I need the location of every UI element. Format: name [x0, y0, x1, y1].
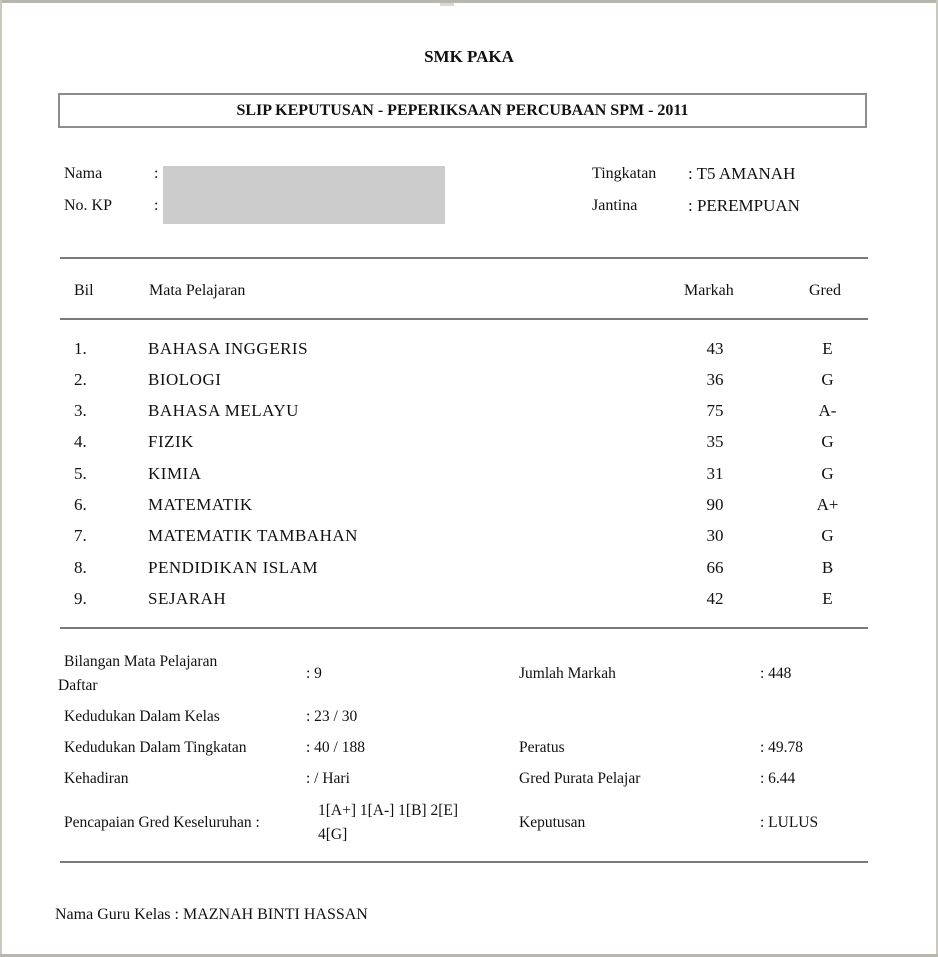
row-bil: 4.	[74, 432, 87, 451]
row-mark: 35	[706, 432, 724, 451]
row-subject: MATEMATIK	[148, 495, 253, 514]
kedudukan-kelas-value: : 23 / 30	[306, 708, 358, 725]
table-row	[60, 397, 868, 428]
window-top-marker	[440, 3, 454, 6]
bil-mp-label-line2: Daftar	[58, 677, 98, 694]
row-bil: 3.	[74, 401, 87, 420]
jantina-label: Jantina	[592, 197, 638, 214]
table-row	[60, 491, 868, 522]
header-subject: Mata Pelajaran	[149, 282, 246, 299]
school-name: SMK PAKA	[424, 47, 514, 66]
header-mark: Markah	[684, 282, 734, 299]
bil-mp-label-line1: Bilangan Mata Pelajaran	[64, 653, 218, 670]
kedudukan-tingkatan-value: : 40 / 188	[306, 739, 365, 756]
keputusan-value: : LULUS	[760, 814, 819, 831]
pencapaian-label: Pencapaian Gred Keseluruhan :	[64, 814, 260, 831]
kehadiran-label: Kehadiran	[64, 770, 129, 787]
row-grade: E	[822, 589, 833, 608]
table-header-rule	[60, 318, 868, 320]
redacted-name-ic	[163, 166, 445, 224]
keputusan-label: Keputusan	[519, 814, 586, 831]
table-bottom-rule	[60, 627, 868, 629]
kedudukan-kelas-label: Kedudukan Dalam Kelas	[64, 708, 220, 725]
kehadiran-value: : / Hari	[306, 770, 350, 787]
row-mark: 42	[706, 589, 724, 608]
row-bil: 5.	[74, 464, 87, 483]
gred-purata-label: Gred Purata Pelajar	[519, 770, 641, 787]
table-row	[60, 366, 868, 397]
row-bil: 7.	[74, 526, 87, 545]
row-subject: BAHASA MELAYU	[148, 401, 299, 420]
row-mark: 31	[706, 464, 724, 483]
row-subject: MATEMATIK TAMBAHAN	[148, 526, 358, 545]
row-subject: KIMIA	[148, 464, 202, 483]
nama-colon: :	[154, 165, 159, 182]
table-row	[60, 585, 868, 616]
slip-title-box	[58, 93, 867, 128]
row-subject: BAHASA INGGERIS	[148, 339, 309, 358]
table-row	[60, 460, 868, 491]
row-mark: 43	[706, 339, 724, 358]
table-row	[60, 522, 868, 553]
row-subject: FIZIK	[148, 432, 194, 451]
kedudukan-tingkatan-label: Kedudukan Dalam Tingkatan	[64, 739, 247, 756]
row-bil: 2.	[74, 370, 87, 389]
nama-guru-kelas: Nama Guru Kelas : MAZNAH BINTI HASSAN	[55, 906, 368, 923]
row-bil: 1.	[74, 339, 87, 358]
header-bil: Bil	[74, 282, 94, 299]
row-grade: G	[821, 370, 834, 389]
nokp-colon: :	[154, 197, 159, 214]
pencapaian-value-line1: 1[A+] 1[A-] 1[B] 2[E]	[318, 802, 459, 819]
gred-purata-value: : 6.44	[760, 770, 796, 787]
peratus-value: : 49.78	[760, 739, 804, 756]
row-grade: G	[821, 432, 834, 451]
nokp-label: No. KP	[64, 197, 113, 214]
summary-bottom-rule	[60, 861, 868, 863]
row-grade: B	[821, 558, 834, 577]
row-grade: G	[821, 464, 834, 483]
tingkatan-value: : T5 AMANAH	[688, 164, 796, 183]
row-subject: SEJARAH	[148, 589, 227, 608]
row-grade: A+	[816, 495, 839, 514]
row-bil: 6.	[74, 495, 87, 514]
row-subject: PENDIDIKAN ISLAM	[148, 558, 318, 577]
row-grade: E	[822, 339, 833, 358]
row-bil: 8.	[74, 558, 87, 577]
table-row	[60, 554, 868, 585]
row-subject: BIOLOGI	[148, 370, 222, 389]
jumlah-markah-value: : 448	[760, 665, 792, 682]
window-left-border	[0, 0, 2, 957]
window-top-border	[0, 0, 938, 3]
row-bil: 9.	[74, 589, 87, 608]
row-mark: 90	[706, 495, 724, 514]
slip-title: SLIP KEPUTUSAN - PEPERIKSAAN PERCUBAAN SPM - 2011	[236, 101, 689, 119]
jumlah-markah-label: Jumlah Markah	[519, 665, 616, 682]
row-mark: 36	[706, 370, 724, 389]
tingkatan-label: Tingkatan	[592, 165, 657, 182]
row-grade: A-	[818, 401, 837, 420]
table-row	[60, 335, 868, 366]
row-mark: 75	[706, 401, 724, 420]
peratus-label: Peratus	[519, 739, 565, 756]
header-grade: Gred	[809, 282, 841, 299]
nama-label: Nama	[64, 165, 103, 182]
row-mark: 66	[706, 558, 724, 577]
row-mark: 30	[706, 526, 724, 545]
table-row	[60, 428, 868, 459]
jantina-value: : PEREMPUAN	[688, 196, 800, 215]
bil-mp-value: : 9	[306, 665, 322, 682]
pencapaian-value-line2: 4[G]	[318, 826, 348, 843]
table-top-rule	[60, 257, 868, 259]
row-grade: G	[821, 526, 834, 545]
